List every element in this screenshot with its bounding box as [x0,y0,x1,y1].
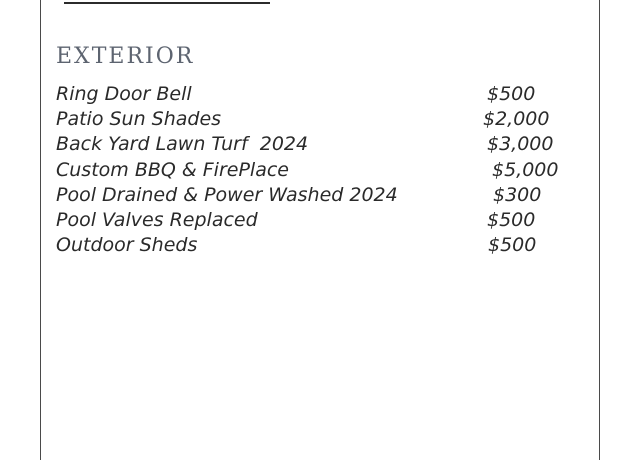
item-label: Pool Drained & Power Washed 2024 [56,183,398,206]
item-label: Ring Door Bell [56,83,192,105]
list-item [56,107,576,132]
item-list [56,82,576,258]
section-heading: EXTERIOR [56,44,195,69]
left-border-line [40,0,41,460]
item-price: $2,000 [483,108,550,131]
item-price: $500 [487,208,536,231]
list-item [56,82,576,107]
list-item [56,158,576,183]
item-price: $3,000 [487,133,554,156]
list-item [56,208,576,233]
list-item [56,183,576,208]
item-label: Back Yard Lawn Turf 2024 [56,133,309,156]
list-item [56,233,576,258]
item-label: Custom BBQ & FirePlace [56,158,289,181]
item-price: $500 [487,83,536,105]
item-label: Outdoor Sheds [56,234,198,257]
list-item [56,132,576,157]
item-label: Patio Sun Shades [56,108,222,131]
top-divider-rule [64,2,270,4]
item-label: Pool Valves Replaced [56,208,258,231]
right-border-line [599,0,600,460]
item-price: $500 [488,234,537,257]
item-price: $300 [493,183,542,206]
item-price: $5,000 [492,158,559,181]
